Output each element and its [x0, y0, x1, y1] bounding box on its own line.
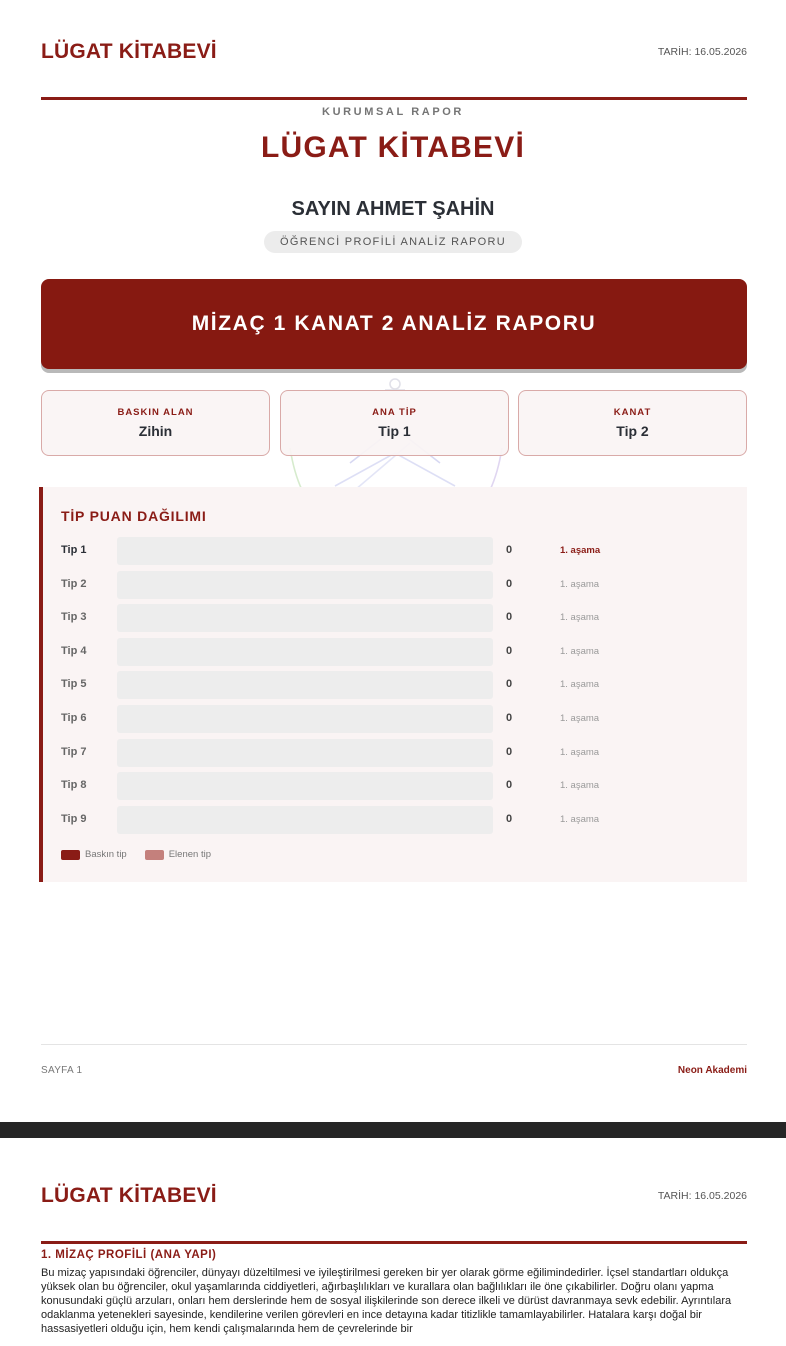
section-title: 1. MİZAÇ PROFİLİ (ANA YAPI) [41, 1249, 217, 1261]
summary-card-wing [518, 390, 747, 456]
type-score-row [61, 671, 741, 699]
type-label: Tip 4 [61, 644, 87, 657]
header-brand: LÜGAT KİTABEVİ [41, 1184, 217, 1207]
legend-label-eliminated: Elenen tip [168, 849, 211, 860]
footer-organization: Neon Akademi [677, 1065, 747, 1076]
type-score-row [61, 739, 741, 767]
score-bar-track [117, 806, 493, 834]
score-value: 0 [506, 779, 513, 792]
score-value: 0 [506, 544, 513, 556]
recipient-name: SAYIN AHMET ŞAHİN [291, 198, 495, 220]
page-separator [0, 1122, 786, 1138]
type-label: Tip 6 [61, 712, 87, 724]
score-bar-track [117, 604, 493, 632]
cover-title: LÜGAT KİTABEVİ [260, 131, 525, 164]
score-value: 0 [506, 678, 513, 691]
legend-swatch-dominant [61, 850, 80, 860]
type-score-row [61, 537, 741, 565]
summary-card-value: Tip 1 [378, 423, 411, 439]
stage-label: 1. aşama [560, 545, 601, 556]
score-bar-track [117, 571, 493, 599]
score-value: 0 [506, 812, 513, 825]
cover-kicker: KURUMSAL RAPOR [322, 106, 464, 118]
type-score-row [61, 772, 741, 800]
legend-item-eliminated [145, 849, 211, 860]
stage-label: 1. aşama [560, 679, 600, 691]
type-score-row [61, 571, 741, 599]
header-brand: LÜGAT KİTABEVİ [41, 40, 217, 63]
stage-label: 1. aşama [560, 612, 600, 624]
score-bar-track [117, 671, 493, 699]
header-date: TARİH: 16.05.2026 [657, 46, 747, 58]
summary-card-value: Tip 2 [616, 423, 649, 439]
page-footer [41, 1044, 747, 1084]
score-bar-track [117, 739, 493, 767]
page-header [41, 40, 747, 100]
type-score-row [61, 806, 741, 834]
score-value: 0 [506, 712, 513, 724]
report-banner [41, 279, 747, 369]
page-number: SAYFA 1 [41, 1065, 83, 1076]
stage-label: 1. aşama [560, 746, 600, 758]
stage-label: 1. aşama [560, 813, 600, 825]
page-header [41, 1184, 747, 1244]
header-date: TARİH: 16.05.2026 [657, 1190, 747, 1202]
type-score-row [61, 638, 741, 666]
legend-item-dominant [61, 849, 127, 860]
score-bar-track [117, 705, 493, 733]
score-value: 0 [506, 577, 513, 590]
score-bar-track [117, 537, 493, 565]
type-score-distribution [39, 487, 747, 882]
section-body: Bu mizaç yapısındaki öğrenciler, dünyayı düzeltilmesi ve iyileştirilmesi gereken bir yer olarak görme eğilimindedirler. İçsel standartları oldukça yüksek olan bu öğrenciler, okul yaşamlarında ciddiyetleri, ağırbaşlılıkları ve kurallara olan bağlılıkları ile öne çıkabilirler. Doğru olanı yapma konusundaki güçlü arzuları, onları hem derslerinde hem de sosyal ilişkilerinde son derece ilkeli ve dürüst davranmaya sevk edebilir. Ayrıntılara odaklanma yetenekleri sayesinde, kendilerine verilen görevleri en ince detayına kadar titizlikle tamamlayabilirler. Hatalara karşı doğal bir hassasiyetleri olduğu için, hem kendi çalışmalarında hem de çevrelerinde bir [41, 1267, 732, 1335]
summary-card-label: KANAT [613, 407, 652, 418]
type-label: Tip 3 [61, 611, 87, 624]
type-label: Tip 9 [61, 812, 87, 825]
stage-label: 1. aşama [560, 578, 600, 590]
distribution-title: TİP PUAN DAĞILIMI [61, 508, 207, 524]
banner-title: MİZAÇ 1 KANAT 2 ANALİZ RAPORU [191, 312, 597, 335]
score-bar-track [117, 638, 493, 666]
score-bar-track [117, 772, 493, 800]
stage-label: 1. aşama [560, 780, 600, 792]
legend-swatch-eliminated [145, 850, 164, 860]
type-label: Tip 8 [61, 779, 87, 792]
stage-label: 1. aşama [560, 713, 600, 724]
type-label: Tip 2 [61, 577, 87, 590]
type-label: Tip 1 [61, 544, 87, 556]
type-score-row [61, 604, 741, 632]
summary-card-label: ANA TİP [372, 407, 417, 418]
stage-label: 1. aşama [560, 645, 600, 657]
type-label: Tip 5 [61, 678, 87, 691]
report-type-badge: ÖĞRENCİ PROFİLİ ANALİZ RAPORU [264, 231, 522, 253]
score-value: 0 [506, 745, 513, 758]
summary-card-main-type [280, 390, 509, 456]
score-value: 0 [506, 611, 513, 624]
legend-label-dominant: Baskın tip [85, 849, 127, 860]
summary-card-label: BASKIN ALAN [117, 407, 194, 418]
type-score-row [61, 705, 741, 733]
report-type-wrap [0, 231, 786, 253]
distribution-legend [61, 849, 229, 860]
summary-card-dominant-area [41, 390, 270, 456]
report-page-2 [0, 1138, 786, 1346]
score-value: 0 [506, 644, 513, 657]
type-label: Tip 7 [61, 745, 87, 758]
summary-card-value: Zihin [138, 423, 173, 439]
